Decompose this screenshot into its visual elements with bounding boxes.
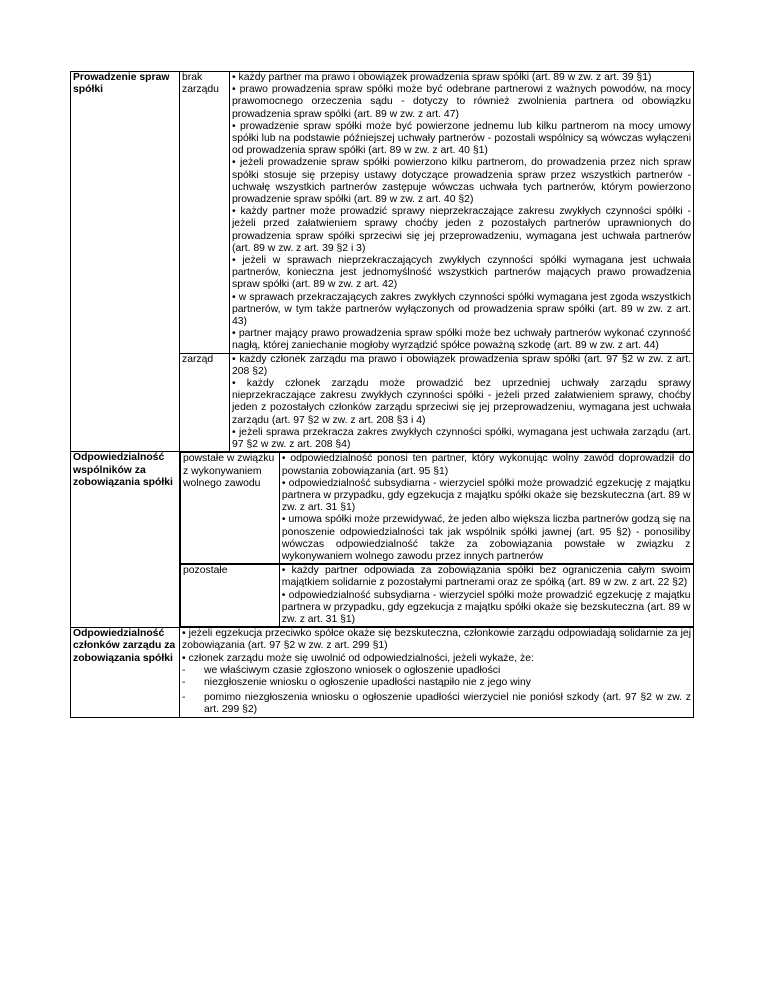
table-row: [71, 628, 694, 717]
list-item: • partner mający prawo prowadzenia spraw spółki może bez uchwały partnerów wykonać czynność nagłą, której zaniechanie mogłoby wyrządzić spółce poważną szkodę (art. 89 w zw. z art. 44): [232, 328, 691, 352]
subsection-label: zarząd: [180, 353, 230, 452]
dash-list-item: [182, 665, 691, 677]
section-title: Odpowiedzialność członków zarządu za zobowiązania spółki: [71, 628, 180, 717]
subsection-table: [180, 452, 694, 564]
list-item: • odpowiedzialność subsydiarna - wierzyciel spółki może prowadzić egzekucję z majątku partnera w przypadku, gdy egzekucja z majątku spółki okaże się bezskuteczna (art. 89 w zw. z art. 31 §1): [281, 477, 691, 514]
list-item: • jeżeli prowadzenie spraw spółki powierzono kilku partnerom, do prowadzenia przez nich spraw spółki stosuje się przepisy ustawy dotyczące prowadzenia spraw przez wszystkich partnerów - uchwałę wszystkich partnerów zastępuje wówczas uchwała tych partnerów, którym powierzono prowadzenie spraw spółki (art. 89 w zw. z art. 40 §2): [232, 157, 691, 206]
list-item: • jeżeli sprawa przekracza zakres zwykłych czynności spółki, wymagana jest uchwała zarządu (art. 97 §2 w zw. z art. 208 §4): [232, 426, 691, 451]
table-row: [181, 453, 694, 564]
subsection-label: pozostałe: [181, 565, 280, 627]
list-item: • każdy partner może prowadzić sprawy nieprzekraczające zakresu zwykłych czynności spółki - jeżeli przed załatwieniem sprawy choćby jeden z pozostałych partnerów uprawnionych do prowadzenia spraw spółki sprzeciwi się jej przeprowadzeniu, wymagana jest uchwała partnerów (art. 89 w zw. z art. 39 §2 i 3): [232, 206, 691, 254]
subsection-content: [279, 565, 693, 627]
list-item: • odpowiedzialność subsydiarna - wierzyciel spółki może prowadzić egzekucję z majątku partnera w przypadku, gdy egzekucja z majątku spółki okaże się bezskuteczna (art. 89 w zw. z art. 31 §1): [281, 589, 691, 625]
section-title: Prowadzenie spraw spółki: [71, 72, 180, 452]
subsection-label: brak zarządu: [180, 72, 230, 354]
dash-marker: -: [182, 676, 186, 688]
dash-list-item: [182, 692, 691, 716]
subsection-wrapper: [180, 564, 694, 628]
dash-marker: -: [182, 664, 186, 676]
dash-item-text: niezgłoszenie wniosku o ogłoszenie upadłości nastąpiło nie z jego winy: [204, 676, 531, 688]
list-item: • prowadzenie spraw spółki może być powierzone jednemu lub kilku partnerom na mocy umowy spółki lub na podstawie późniejszej uchwały partnerów - pozostali wspólnicy są wówczas wyłączeni od prowadzenia spraw spółki (art. 89 w zw. z art. 40 §1): [232, 120, 691, 157]
list-item: • w sprawach przekraczających zakres zwykłych czynności spółki wymagana jest zgoda wszystkich partnerów, w tym także partnerów wyłączonych od prowadzenia spraw spółki (art. 89 w zw. z art. 43): [232, 291, 691, 328]
list-item: • każdy członek zarządu ma prawo i obowiązek prowadzenia spraw spółki (art. 97 §2 w zw. z art. 208 §2): [232, 353, 691, 377]
summary-table: [70, 71, 694, 718]
subsection-content: [279, 453, 693, 564]
list-item: • jeżeli w sprawach nieprzekraczających zwykłych czynności spółki wymagana jest uchwała partnerów, konieczna jest jednomyślność wszystkich partnerów mających prawo prowadzenia spraw spółki (art. 89 w zw. z art. 42): [232, 255, 691, 291]
dash-marker: -: [182, 692, 186, 704]
subsection-label: powstałe w związku z wykonywaniem wolnego zawodu: [181, 453, 280, 564]
subsection-wrapper: [180, 452, 694, 564]
subsection-table: [180, 564, 694, 627]
section-title: Odpowiedzialność wspólników za zobowiązania spółki: [71, 452, 180, 628]
list-item: • każdy partner odpowiada za zobowiązania spółki bez ograniczenia całym swoim majątkiem solidarnie z pozostałymi partnerami oraz ze spółką (art. 89 w zw. z art. 22 §2): [281, 565, 691, 589]
table-row: [181, 565, 694, 627]
subsection-content: [230, 353, 694, 452]
list-item: • prawo prowadzenia spraw spółki może być odebrane partnerowi z ważnych powodów, na mocy prawomocnego orzeczenia sądu - dotyczy to również zwolnienia partnera od obowiązku prowadzenia spraw spółki (art. 89 w zw. z art. 47): [232, 84, 691, 120]
dash-list-item: [182, 677, 691, 689]
list-item: • jeżeli egzekucja przeciwko spółce okaże się bezskuteczna, członkowie zarządu odpowiadają solidarnie za jej zobowiązania (art. 97 §2 w zw. z art. 299 §1): [182, 628, 691, 652]
table-row: [71, 452, 694, 564]
section-content: [180, 628, 694, 717]
list-item: • odpowiedzialność ponosi ten partner, który wykonując wolny zawód doprowadził do powstania zobowiązania (art. 95 §1): [281, 453, 691, 477]
subsection-content: [230, 72, 694, 354]
dash-item-text: pomimo niezgłoszenia wniosku o ogłoszenie upadłości wierzyciel nie poniósł szkody (art. 97 §2 w zw. z art. 299 §2): [204, 692, 691, 716]
table-row: [71, 72, 694, 354]
list-item: • każdy partner ma prawo i obowiązek prowadzenia spraw spółki (art. 89 w zw. z art. 39 §1): [232, 72, 652, 83]
list-item: • członek zarządu może się uwolnić od odpowiedzialności, jeżeli wykaże, że:: [182, 652, 534, 664]
list-item: • umowa spółki może przewidywać, że jeden albo większa liczba partnerów godzą się na ponoszenie odpowiedzialności tak jak wspólnik spółki jawnej (art. 95 §2) - ponosiliby wówczas odpowiedzialność także za zobowiązania powstałe w związku z wykonywaniem wolnego zawodu przez innych partnerów: [281, 514, 691, 562]
dash-item-text: we właściwym czasie zgłoszono wniosek o ogłoszenie upadłości: [204, 664, 501, 676]
list-item: • każdy członek zarządu może prowadzić bez uprzedniej uchwały zarządu sprawy nieprzekraczające zakresu zwykłych czynności spółki - jeżeli przed załatwieniem sprawy, choćby jeden z pozostałych członków zarządu sprzeciwi się jej przeprowadzeniu, wymagana jest uchwała zarządu (art. 97 §2 w zw. z art. 208 §3 i 4): [232, 378, 691, 426]
